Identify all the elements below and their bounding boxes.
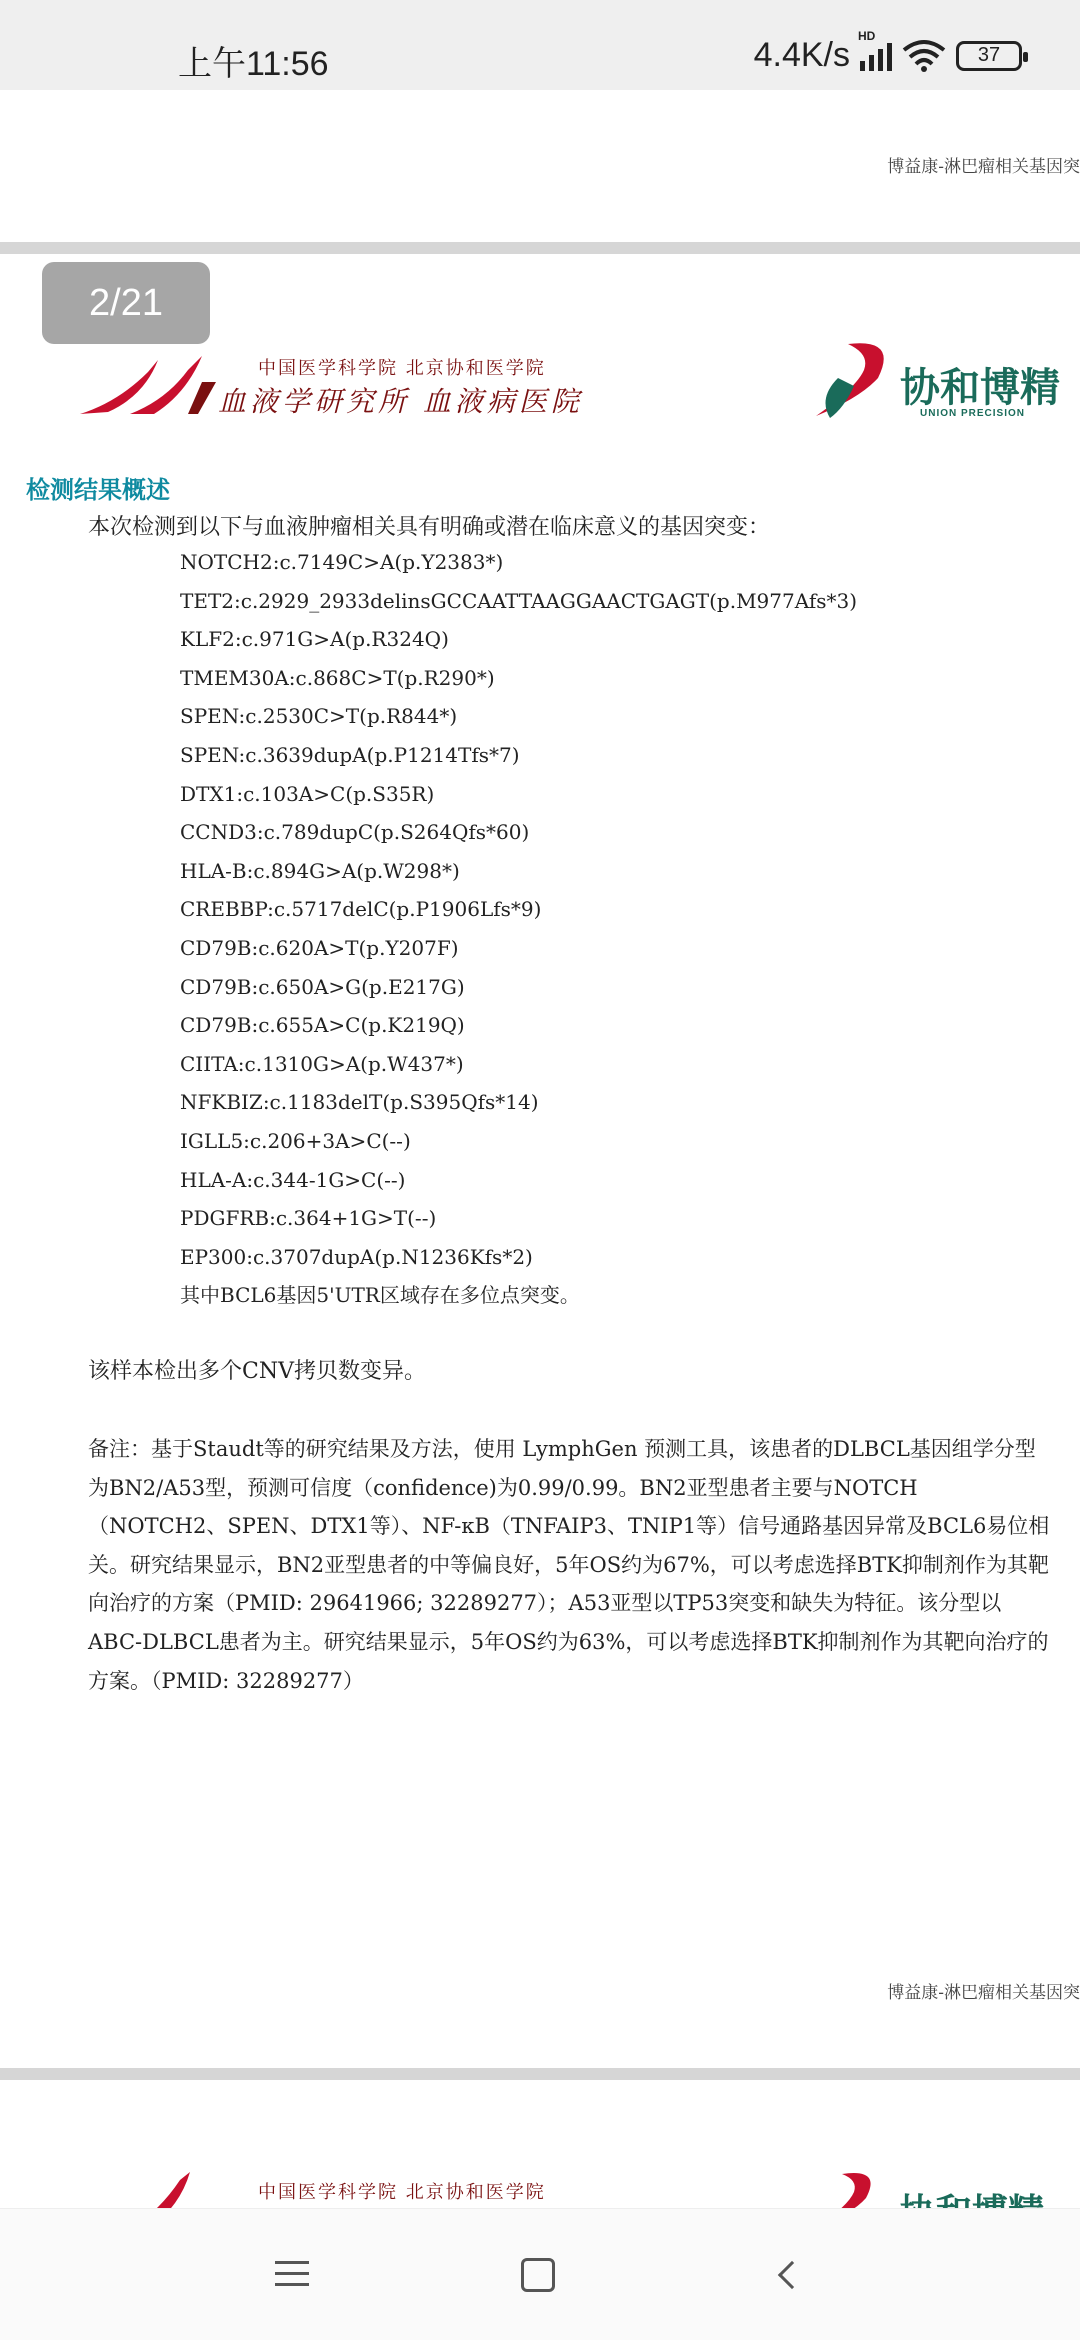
variant-item: CCND3:c.789dupC(p.S264Qfs*60) xyxy=(180,820,530,845)
results-intro: 本次检测到以下与血液肿瘤相关具有明确或潜在临床意义的基因突变： xyxy=(88,515,771,540)
variant-item: SPEN:c.3639dupA(p.P1214Tfs*7) xyxy=(180,742,520,767)
status-bar xyxy=(0,0,1080,90)
page-footer-header: 博益康-淋巴瘤相关基因突 xyxy=(887,1983,1080,2003)
battery-level: 37 xyxy=(977,44,1001,66)
cnv-summary: 该样本检出多个CNV拷贝数变异。 xyxy=(88,1359,426,1384)
variant-item: EP300:c.3707dupA(p.N1236Kfs*2) xyxy=(180,1244,533,1269)
variant-item: HLA-B:c.894G>A(p.W298*) xyxy=(180,858,460,883)
union-precision-name-en: UNION PRECISION xyxy=(920,408,1026,419)
page-divider xyxy=(0,2068,1080,2080)
remark-paragraph: 备注：基于Staudt等的研究结果及方法，使用 LymphGen 预测工具，该患者的DLBCL基因组学分型为BN2/A53型，预测可信度（confidence)为0.99/0.99。BN2亚型患者主要与NOTCH（NOTCH2、SPEN、DTX1等）、NF-κB（TNFAIP3、TNIP1等）信号通路基因异常及BCL6易位相关。研究结果显示，BN2亚型患者的中等偏良好，5年OS约为67%，可以考虑选择BTK抑制剂作为其靶向治疗的方案（PMID: 29641966; 32289277）；A53亚型以TP53突变和缺失为特征。该分型以ABC-DLBCL患者为主。研究结果显示，5年OS约为63%，可以考虑选择BTK抑制剂作为其靶向治疗的方案。（PMID: 32289277） xyxy=(88,1437,1050,1693)
network-speed: 4.4K/s xyxy=(753,36,850,74)
next-page-logo-line1: 中国医学科学院 北京协和医学院 xyxy=(258,2182,546,2203)
union-precision-logo xyxy=(808,336,1058,436)
variant-note: 其中BCL6基因5'UTR区域存在多位点突变。 xyxy=(180,1283,580,1308)
institute-logo-line1: 中国医学科学院 北京协和医学院 xyxy=(258,358,546,379)
variant-item: IGLL5:c.206+3A>C(--) xyxy=(180,1128,411,1153)
variant-item: DTX1:c.103A>C(p.S35R) xyxy=(180,781,435,806)
union-precision-emblem-icon xyxy=(808,338,908,428)
variant-item: CD79B:c.655A>C(p.K219Q) xyxy=(180,1013,465,1038)
variant-item: SPEN:c.2530C>T(p.R844*) xyxy=(180,704,458,729)
union-precision-name-cn: 协和博精 xyxy=(900,364,1060,411)
variant-item: CIITA:c.1310G>A(p.W437*) xyxy=(180,1051,464,1076)
variant-item: CD79B:c.620A>T(p.Y207F) xyxy=(180,935,459,960)
institute-logo xyxy=(78,346,598,426)
variant-item: TMEM30A:c.868C>T(p.R290*) xyxy=(180,665,495,690)
section-title: 检测结果概述 xyxy=(26,476,170,504)
variant-item: NOTCH2:c.7149C>A(p.Y2383*) xyxy=(180,550,504,574)
recent-apps-button[interactable] xyxy=(272,2255,312,2295)
running-header: 博益康-淋巴瘤相关基因突 xyxy=(887,157,1080,177)
variant-item: HLA-A:c.344-1G>C(--) xyxy=(180,1167,406,1192)
variant-list xyxy=(180,547,857,1319)
status-time: 上午11:56 xyxy=(178,45,329,83)
cellular-signal-icon xyxy=(858,28,892,71)
home-button[interactable] xyxy=(518,2255,558,2295)
status-indicators xyxy=(753,28,1022,75)
institute-logo-line2: 血液学研究所 血液病医院 xyxy=(218,385,583,418)
page-indicator: 2/21 xyxy=(42,262,210,344)
institute-emblem-icon xyxy=(78,352,218,422)
page-divider xyxy=(0,242,1080,254)
variant-item: TET2:c.2929_2933delinsGCCAATTAAGGAACTGAGT(p.M977Afs*3) xyxy=(180,588,858,613)
previous-page xyxy=(0,90,1080,242)
variant-item: NFKBIZ:c.1183delT(p.S395Qfs*14) xyxy=(180,1090,539,1115)
back-button[interactable] xyxy=(770,2255,810,2295)
variant-item: CD79B:c.650A>G(p.E217G) xyxy=(180,974,465,999)
battery-icon xyxy=(956,41,1022,71)
variant-item: KLF2:c.971G>A(p.R324Q) xyxy=(180,627,449,652)
variant-item: PDGFRB:c.364+1G>T(--) xyxy=(180,1206,437,1231)
variant-item: CREBBP:c.5717delC(p.P1906Lfs*9) xyxy=(180,897,542,922)
hd-label: HD xyxy=(858,28,876,43)
wifi-icon xyxy=(902,40,946,72)
system-nav-bar xyxy=(0,2208,1080,2340)
next-page-preview xyxy=(0,2080,1080,2208)
